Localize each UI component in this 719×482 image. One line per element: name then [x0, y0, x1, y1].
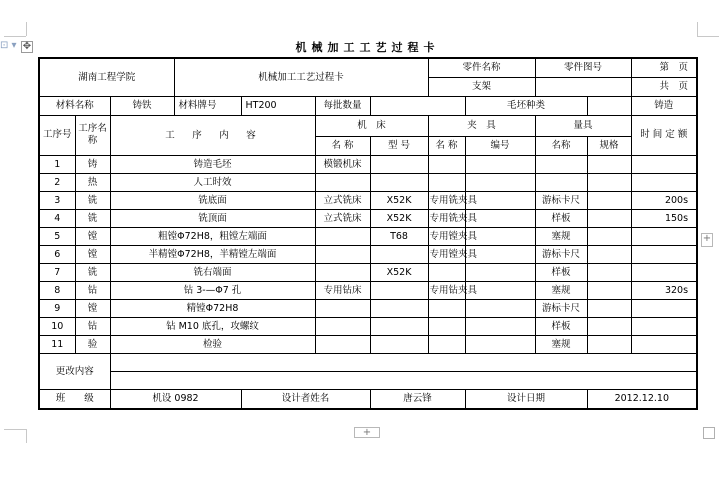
row-content: 铸造毛坯 — [110, 155, 315, 173]
column-gauge-spec: 规格 — [587, 136, 631, 155]
row-model: X52K — [370, 263, 428, 281]
row-model — [370, 317, 428, 335]
column-machine-model: 型 号 — [370, 136, 428, 155]
row-gauge: 样板 — [535, 317, 587, 335]
row-machine — [315, 263, 370, 281]
process-card-table — [38, 57, 698, 410]
design-date-value: 2012.12.10 — [587, 389, 697, 409]
row-model: X52K — [370, 191, 428, 209]
row-fixture — [428, 263, 465, 281]
part-drawing-label: 零件图号 — [535, 58, 631, 77]
row-fixture-no — [465, 263, 535, 281]
part-drawing-value — [535, 77, 631, 96]
table-row — [39, 335, 697, 353]
row-model — [370, 299, 428, 317]
row-gauge: 样板 — [535, 263, 587, 281]
design-date-label: 设计日期 — [465, 389, 587, 409]
column-op-name: 工序名称 — [75, 115, 110, 155]
row-machine — [315, 227, 370, 245]
row-content: 半精镗Φ72H8，半精镗左端面 — [110, 245, 315, 263]
row-op: 镗 — [75, 227, 110, 245]
column-seq: 工序号 — [39, 115, 75, 155]
page-margin-bottom-left-h — [4, 429, 26, 430]
table-row — [39, 209, 697, 227]
row-content: 人工时效 — [110, 173, 315, 191]
designer-value: 唐云锋 — [370, 389, 465, 409]
row-fixture — [428, 155, 465, 173]
table-row — [39, 173, 697, 191]
row-model: X52K — [370, 209, 428, 227]
column-header-row-1 — [39, 115, 697, 136]
row-gauge: 塞规 — [535, 335, 587, 353]
row-spec — [587, 155, 631, 173]
row-fixture: 专用铣夹具 — [428, 191, 465, 209]
page-number-label: 第 页 — [631, 58, 697, 77]
row-time — [631, 155, 697, 173]
row-content: 铣右端面 — [110, 263, 315, 281]
row-gauge: 样板 — [535, 209, 587, 227]
row-fixture: 专用镗夹具 — [428, 245, 465, 263]
row-seq: 11 — [39, 335, 75, 353]
insert-row-plus-icon[interactable]: + — [354, 427, 380, 438]
layout-options-icon[interactable]: ⊡ ▾ — [0, 40, 17, 51]
column-gauge-name: 名称 — [535, 136, 587, 155]
row-op: 铣 — [75, 191, 110, 209]
table-row — [39, 281, 697, 299]
table-row — [39, 191, 697, 209]
row-spec — [587, 173, 631, 191]
row-gauge: 塞规 — [535, 281, 587, 299]
batch-quantity-value — [370, 96, 465, 115]
row-seq: 8 — [39, 281, 75, 299]
page-margin-bottom-left-v — [26, 429, 27, 443]
row-seq: 9 — [39, 299, 75, 317]
column-content: 工 序 内 容 — [110, 115, 315, 155]
row-spec — [587, 263, 631, 281]
row-op: 镗 — [75, 245, 110, 263]
footer-row — [39, 389, 697, 409]
part-name-label: 零件名称 — [428, 58, 535, 77]
row-machine — [315, 245, 370, 263]
row-model — [370, 335, 428, 353]
card-name-cell: 机械加工工艺过程卡 — [174, 58, 428, 96]
row-time — [631, 227, 697, 245]
row-seq: 2 — [39, 173, 75, 191]
table-row — [39, 263, 697, 281]
row-op: 铸 — [75, 155, 110, 173]
row-gauge — [535, 155, 587, 173]
row-gauge — [535, 173, 587, 191]
row-time — [631, 245, 697, 263]
column-machine: 机 床 — [315, 115, 428, 136]
document-title: 机械加工工艺过程卡 — [295, 41, 440, 54]
row-op: 热 — [75, 173, 110, 191]
row-op: 铣 — [75, 263, 110, 281]
row-fixture: 专用钻夹具 — [428, 281, 465, 299]
row-fixture: 专用铣夹具 — [428, 209, 465, 227]
row-machine: 专用钻床 — [315, 281, 370, 299]
blank-type-spacer — [587, 96, 631, 115]
class-value: 机设 0982 — [110, 389, 241, 409]
table-row — [39, 245, 697, 263]
table-resize-handle-icon[interactable] — [703, 427, 715, 439]
row-machine: 立式铣床 — [315, 209, 370, 227]
page-margin-top-right-h — [697, 36, 719, 37]
row-seq: 5 — [39, 227, 75, 245]
row-fixture — [428, 173, 465, 191]
row-fixture-no — [465, 299, 535, 317]
column-gauge: 量具 — [535, 115, 631, 136]
material-row — [39, 96, 697, 115]
row-time — [631, 317, 697, 335]
row-op: 验 — [75, 335, 110, 353]
row-model — [370, 245, 428, 263]
school-cell: 湖南工程学院 — [39, 58, 174, 96]
row-machine: 模锻机床 — [315, 155, 370, 173]
total-pages-label: 共 页 — [631, 77, 697, 96]
column-time-quota: 时 间 定 额 — [631, 115, 697, 155]
blank-type-label: 毛坯种类 — [465, 96, 587, 115]
class-label: 班 级 — [39, 389, 110, 409]
row-spec — [587, 299, 631, 317]
row-model — [370, 281, 428, 299]
row-time: 200s — [631, 191, 697, 209]
row-fixture-no — [465, 173, 535, 191]
header-row-1 — [39, 58, 697, 77]
change-row-top — [39, 353, 697, 371]
table-row — [39, 227, 697, 245]
batch-quantity-label: 每批数量 — [315, 96, 370, 115]
table-row — [39, 299, 697, 317]
row-spec — [587, 227, 631, 245]
row-time — [631, 173, 697, 191]
row-spec — [587, 245, 631, 263]
row-seq: 4 — [39, 209, 75, 227]
row-seq: 3 — [39, 191, 75, 209]
row-fixture — [428, 299, 465, 317]
insert-column-plus-icon[interactable]: + — [701, 233, 713, 247]
row-content: 粗镗Φ72H8，粗镗左端面 — [110, 227, 315, 245]
designer-label: 设计者姓名 — [241, 389, 370, 409]
page-margin-top-right-v — [697, 22, 698, 36]
column-machine-name: 名 称 — [315, 136, 370, 155]
row-time — [631, 263, 697, 281]
row-fixture — [428, 335, 465, 353]
change-content-line-1 — [110, 353, 697, 371]
row-spec — [587, 281, 631, 299]
row-time — [631, 335, 697, 353]
row-model — [370, 173, 428, 191]
row-machine: 立式铣床 — [315, 191, 370, 209]
row-time: 320s — [631, 281, 697, 299]
material-grade-value: HT200 — [241, 96, 315, 115]
row-seq: 6 — [39, 245, 75, 263]
row-op: 铣 — [75, 209, 110, 227]
row-time — [631, 299, 697, 317]
row-content: 钻 3-—Φ7 孔 — [110, 281, 315, 299]
row-fixture — [428, 317, 465, 335]
change-row-bottom — [39, 371, 697, 389]
row-time: 150s — [631, 209, 697, 227]
row-machine — [315, 335, 370, 353]
table-row — [39, 317, 697, 335]
row-content: 钻 M10 底孔，攻螺纹 — [110, 317, 315, 335]
row-model — [370, 155, 428, 173]
row-gauge: 游标卡尺 — [535, 245, 587, 263]
row-fixture-no — [465, 317, 535, 335]
page-margin-top-left-v — [26, 22, 27, 36]
row-spec — [587, 317, 631, 335]
row-machine — [315, 173, 370, 191]
row-op: 钻 — [75, 317, 110, 335]
row-spec — [587, 191, 631, 209]
column-fixture-name: 名 称 — [428, 136, 465, 155]
row-op: 镗 — [75, 299, 110, 317]
row-gauge: 塞规 — [535, 227, 587, 245]
table-row — [39, 155, 697, 173]
material-grade-label: 材料牌号 — [174, 96, 241, 115]
row-model: T68 — [370, 227, 428, 245]
page-margin-top-left-h — [4, 36, 26, 37]
change-content-line-2 — [110, 371, 697, 389]
table-move-handle-icon[interactable]: ✥ — [22, 41, 32, 52]
row-gauge: 游标卡尺 — [535, 191, 587, 209]
column-fixture: 夹 具 — [428, 115, 535, 136]
row-fixture: 专用镗夹具 — [428, 227, 465, 245]
blank-type-value: 铸造 — [631, 96, 697, 115]
row-content: 精镗Φ72H8 — [110, 299, 315, 317]
row-content: 铣底面 — [110, 191, 315, 209]
row-spec — [587, 209, 631, 227]
change-content-label: 更改内容 — [39, 353, 110, 389]
row-machine — [315, 299, 370, 317]
material-name-label: 材料名称 — [39, 96, 110, 115]
row-spec — [587, 335, 631, 353]
row-fixture-no — [465, 155, 535, 173]
row-fixture-no — [465, 335, 535, 353]
row-seq: 1 — [39, 155, 75, 173]
column-fixture-no: 编号 — [465, 136, 535, 155]
row-op: 钻 — [75, 281, 110, 299]
row-seq: 10 — [39, 317, 75, 335]
row-gauge: 游标卡尺 — [535, 299, 587, 317]
row-content: 检验 — [110, 335, 315, 353]
part-name-value: 支架 — [428, 77, 535, 96]
row-machine — [315, 317, 370, 335]
row-content: 铣顶面 — [110, 209, 315, 227]
row-seq: 7 — [39, 263, 75, 281]
material-name-value: 铸铁 — [110, 96, 174, 115]
